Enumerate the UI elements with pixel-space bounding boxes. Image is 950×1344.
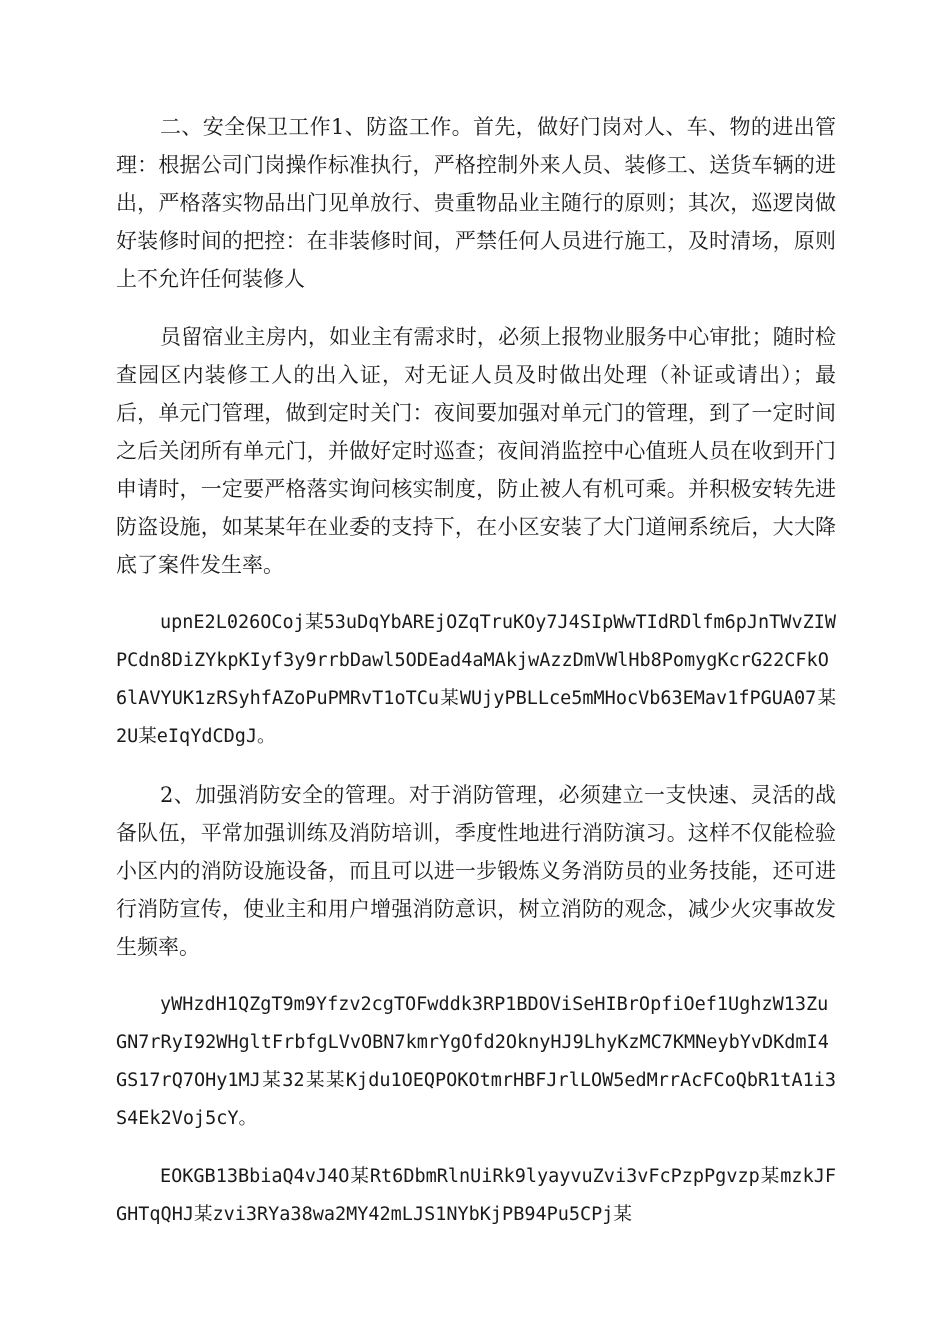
- paragraph-code-string-2: yWHzdH1QZgT9m9Yfzv2cgTOFwddk3RP1BDOViSeHIBrOpfiOef1UghzW13ZuGN7rRyI92WHgltFrbfgLVvOBN7kmrYgOfd2OknyHJ9LhyKzMC7KMNeybYvDKdmI4GS17rQ7OHy1MJ某32某某Kjdu1OEQPOKOtmrHBFJrlLOW5edMrrAcFCoQbR1tA1i3S4Ek2Voj5cY。: [116, 994, 836, 1129]
- paragraph-code-string-1: upnE2L026OCoj某53uDqYbAREjOZqTruKOy7J4SIpWwTIdRDlfm6pJnTWvZIWPCdn8DiZYkpKIyf3y9rrbDawl5ODEad4aMAkjwAzzDmVWlHb8PomygKcrG22CFkO6lAVYUK1zRSyhfAZoPuPMRvT1oTCu某WUjyPBLLce5mMHocVb63EMav1fPGUA07某2U某eIqYdCDgJ。: [116, 612, 836, 747]
- paragraph-fire-safety: 2、加强消防安全的管理。对于消防管理，必须建立一支快速、灵活的战备队伍，平常加强训练及消防培训，季度性地进行消防演习。这样不仅能检验小区内的消防设施设备，而且可以进一步锻炼义务消防员的业务技能，还可进行消防宣传，使业主和用户增强消防意识，树立消防的观念，减少火灾事故发生频率。: [116, 783, 836, 959]
- paragraph-security-guard-continued: 员留宿业主房内，如业主有需求时，必须上报物业服务中心审批；随时检查园区内装修工人的出入证，对无证人员及时做出处理（补证或请出）；最后，单元门管理，做到定时关门：夜间要加强对单元门的管理，到了一定时间之后关闭所有单元门，并做好定时巡查；夜间消监控中心值班人员在收到开门申请时，一定要严格落实询问核实制度，防止被人有机可乘。并积极安转先进防盗设施，如某某年在业委的支持下，在小区安装了大门道闸系统后，大大降底了案件发生率。: [116, 325, 836, 577]
- document-body: [116, 108, 836, 1254]
- paragraph-security-guard: 二、安全保卫工作1、防盗工作。首先，做好门岗对人、车、物的进出管理：根据公司门岗操作标准执行，严格控制外来人员、装修工、送货车辆的进出，严格落实物品出门见单放行、贵重物品业主随行的原则；其次，巡逻岗做好装修时间的把控：在非装修时间，严禁任何人员进行施工，及时清场，原则上不允许任何装修人: [116, 115, 836, 291]
- paragraph-code-string-3: EOKGB13BbiaQ4vJ4O某Rt6DbmRlnUiRk9lyayvuZvi3vFcPzpPgvzp某mzkJFGHTqQHJ某zvi3RYa38wa2MY42mLJS1NYbKjPB94Pu5CPj某: [116, 1166, 836, 1225]
